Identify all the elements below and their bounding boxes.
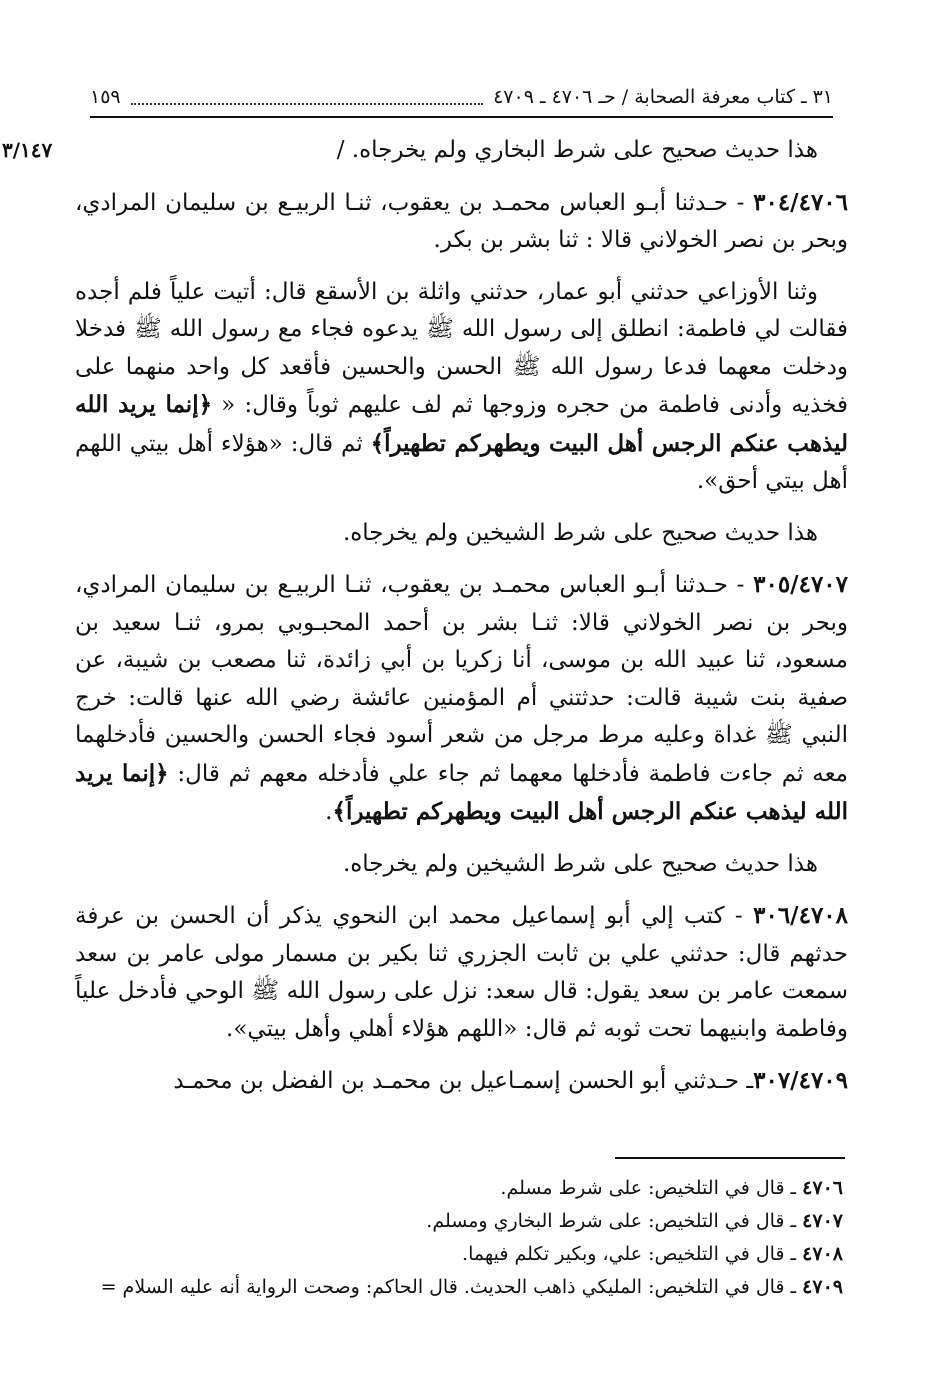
hadith-number: ٣٠٥/٤٧٠٧ [753, 571, 848, 598]
hadith-text: - كتب إلي أبو إسماعيل محمد ابن النحوي يذكر أن الحسن بن عرفة حدثهم قال: حدثني علي بن ثابت الجزري ثنا بكير بن مسمار مولى عامر بن سعد سمعت عامر بن سعد يقول: قال سعد: نزل على رسول الله ﷺ الوحي فأدخل علياً وفاطمة وابنيهما تحت ثوبه ثم قال: «اللهم هؤلاء أهلي وأهل بيتي». [75, 903, 848, 1042]
hadith-text: ثم قال: «هؤلاء أهل بيتي اللهم أهل بيتي أحق». [75, 430, 848, 494]
header-dot-leader [131, 89, 483, 105]
grading-note-1: هذا حديث صحيح على شرط البخاري ولم يخرجاه. / [336, 137, 818, 163]
footnote-number: ٤٧٠٨ [802, 1243, 843, 1265]
footnote-item [60, 1271, 843, 1304]
footnote-number: ٤٧٠٧ [802, 1210, 843, 1232]
hadith-text: - حـدثنا أبـو العباس محمـد بن يعقوب، ثنـا الربيـع بن سليمان المرادي، وبحر بن نصر الخولاني قالا : ثنا بشر بن بكر. [75, 189, 848, 253]
hadith-text: وثنا الأوزاعي حدثني أبو عمار، حدثني واثلة بن الأسقع قال: أتيت علياً فلم أجده فقالت لي فاطمة: انطلق إلى رسول الله ﷺ يدعوه فجاء مع رسول الله ﷺ فدخلا ودخلت معهما فدعا رسول الله ﷺ الحسن والحسين فأقعد كل واحد منهما على فخذيه وأدنى فاطمة من حجره وزوجها ثم لف عليهم ثوباً وقال: « [75, 278, 848, 418]
footnote-divider [615, 1157, 845, 1159]
quran-verse: ﴿إنما يريد الله ليذهب عنكم الرجس أهل البيت ويطهركم تطهيراً﴾ [75, 391, 848, 457]
margin-reference: ٣/١٤٧ [2, 138, 53, 162]
hadith-4707 [75, 566, 848, 832]
hadith-4709 [75, 1062, 848, 1101]
hadith-text: . [325, 799, 333, 825]
hadith-text: - حـدثنا أبـو العباس محمـد بن يعقوب، ثنـا الربيـع بن سليمان المرادي، وبحر بن نصر الخولاني قالا: ثنـا بشر بن أحمد المحبـوبي بمرو، ثنـا سعيد بن مسعود، ثنا عبيد الله بن موسى، أنا زكريا بن أبي زائدة، ثنا مصعب بن شيبة، عن صفية بنت شيبة قالت: حدثتني أم المؤمنين عائشة رضي الله عنها قالت: خرج النبي ﷺ غداة وعليه مرط مرجل من شعر أسود فجاء الحسن والحسين فأدخلهما معه ثم جاءت فاطمة فأدخلها معهما ثم جاء علي فأدخله معهم ثم قال: [75, 572, 848, 787]
main-text [75, 132, 848, 1115]
hadith-number: ٣٠٧/٤٧٠٩ [753, 1067, 848, 1094]
hadith-4706-continued [75, 274, 848, 501]
hadith-4706 [75, 184, 848, 260]
footnote-number: ٤٧٠٩ [802, 1276, 843, 1298]
hadith-4708 [75, 897, 848, 1048]
footnote-text: ـ قال في التلخيص: المليكي ذاهب الحديث. قال الحاكم: وصحت الرواية أنه عليه السلام = [100, 1276, 803, 1298]
footnote-text: ـ قال في التلخيص: على شرط البخاري ومسلم. [426, 1210, 803, 1232]
footnote-text: ـ قال في التلخيص: على شرط مسلم. [500, 1177, 803, 1199]
footnote-item [60, 1238, 843, 1271]
grading-note-2: هذا حديث صحيح على شرط الشيخين ولم يخرجاه. [342, 519, 818, 546]
running-header [90, 82, 833, 118]
hadith-number: ٣٠٦/٤٧٠٨ [753, 902, 848, 929]
hadith-number: ٣٠٤/٤٧٠٦ [753, 188, 848, 216]
footnote-item [60, 1172, 843, 1205]
page-number: ١٥٩ [90, 86, 121, 108]
footnote-item [60, 1205, 843, 1238]
grading-note-3: هذا حديث صحيح على شرط الشيخين ولم يخرجاه. [342, 850, 818, 877]
quran-verse: ﴿إنما يريد الله ليذهب عنكم الرجس أهل البيت ويطهركم تطهيراً﴾ [75, 759, 848, 825]
header-title: ٣١ ـ كتاب معرفة الصحابة / حـ ٤٧٠٦ ـ ٤٧٠٩ [493, 86, 833, 108]
hadith-text: ـ حـدثني أبو الحسن إسمـاعيل بن محمـد بن الفضل بن محمـد [173, 1068, 754, 1094]
footnote-number: ٤٧٠٦ [802, 1177, 843, 1199]
footnote-text: ـ قال في التلخيص: علي، وبكير تكلم فيهما. [462, 1243, 803, 1265]
footnotes [60, 1172, 843, 1304]
